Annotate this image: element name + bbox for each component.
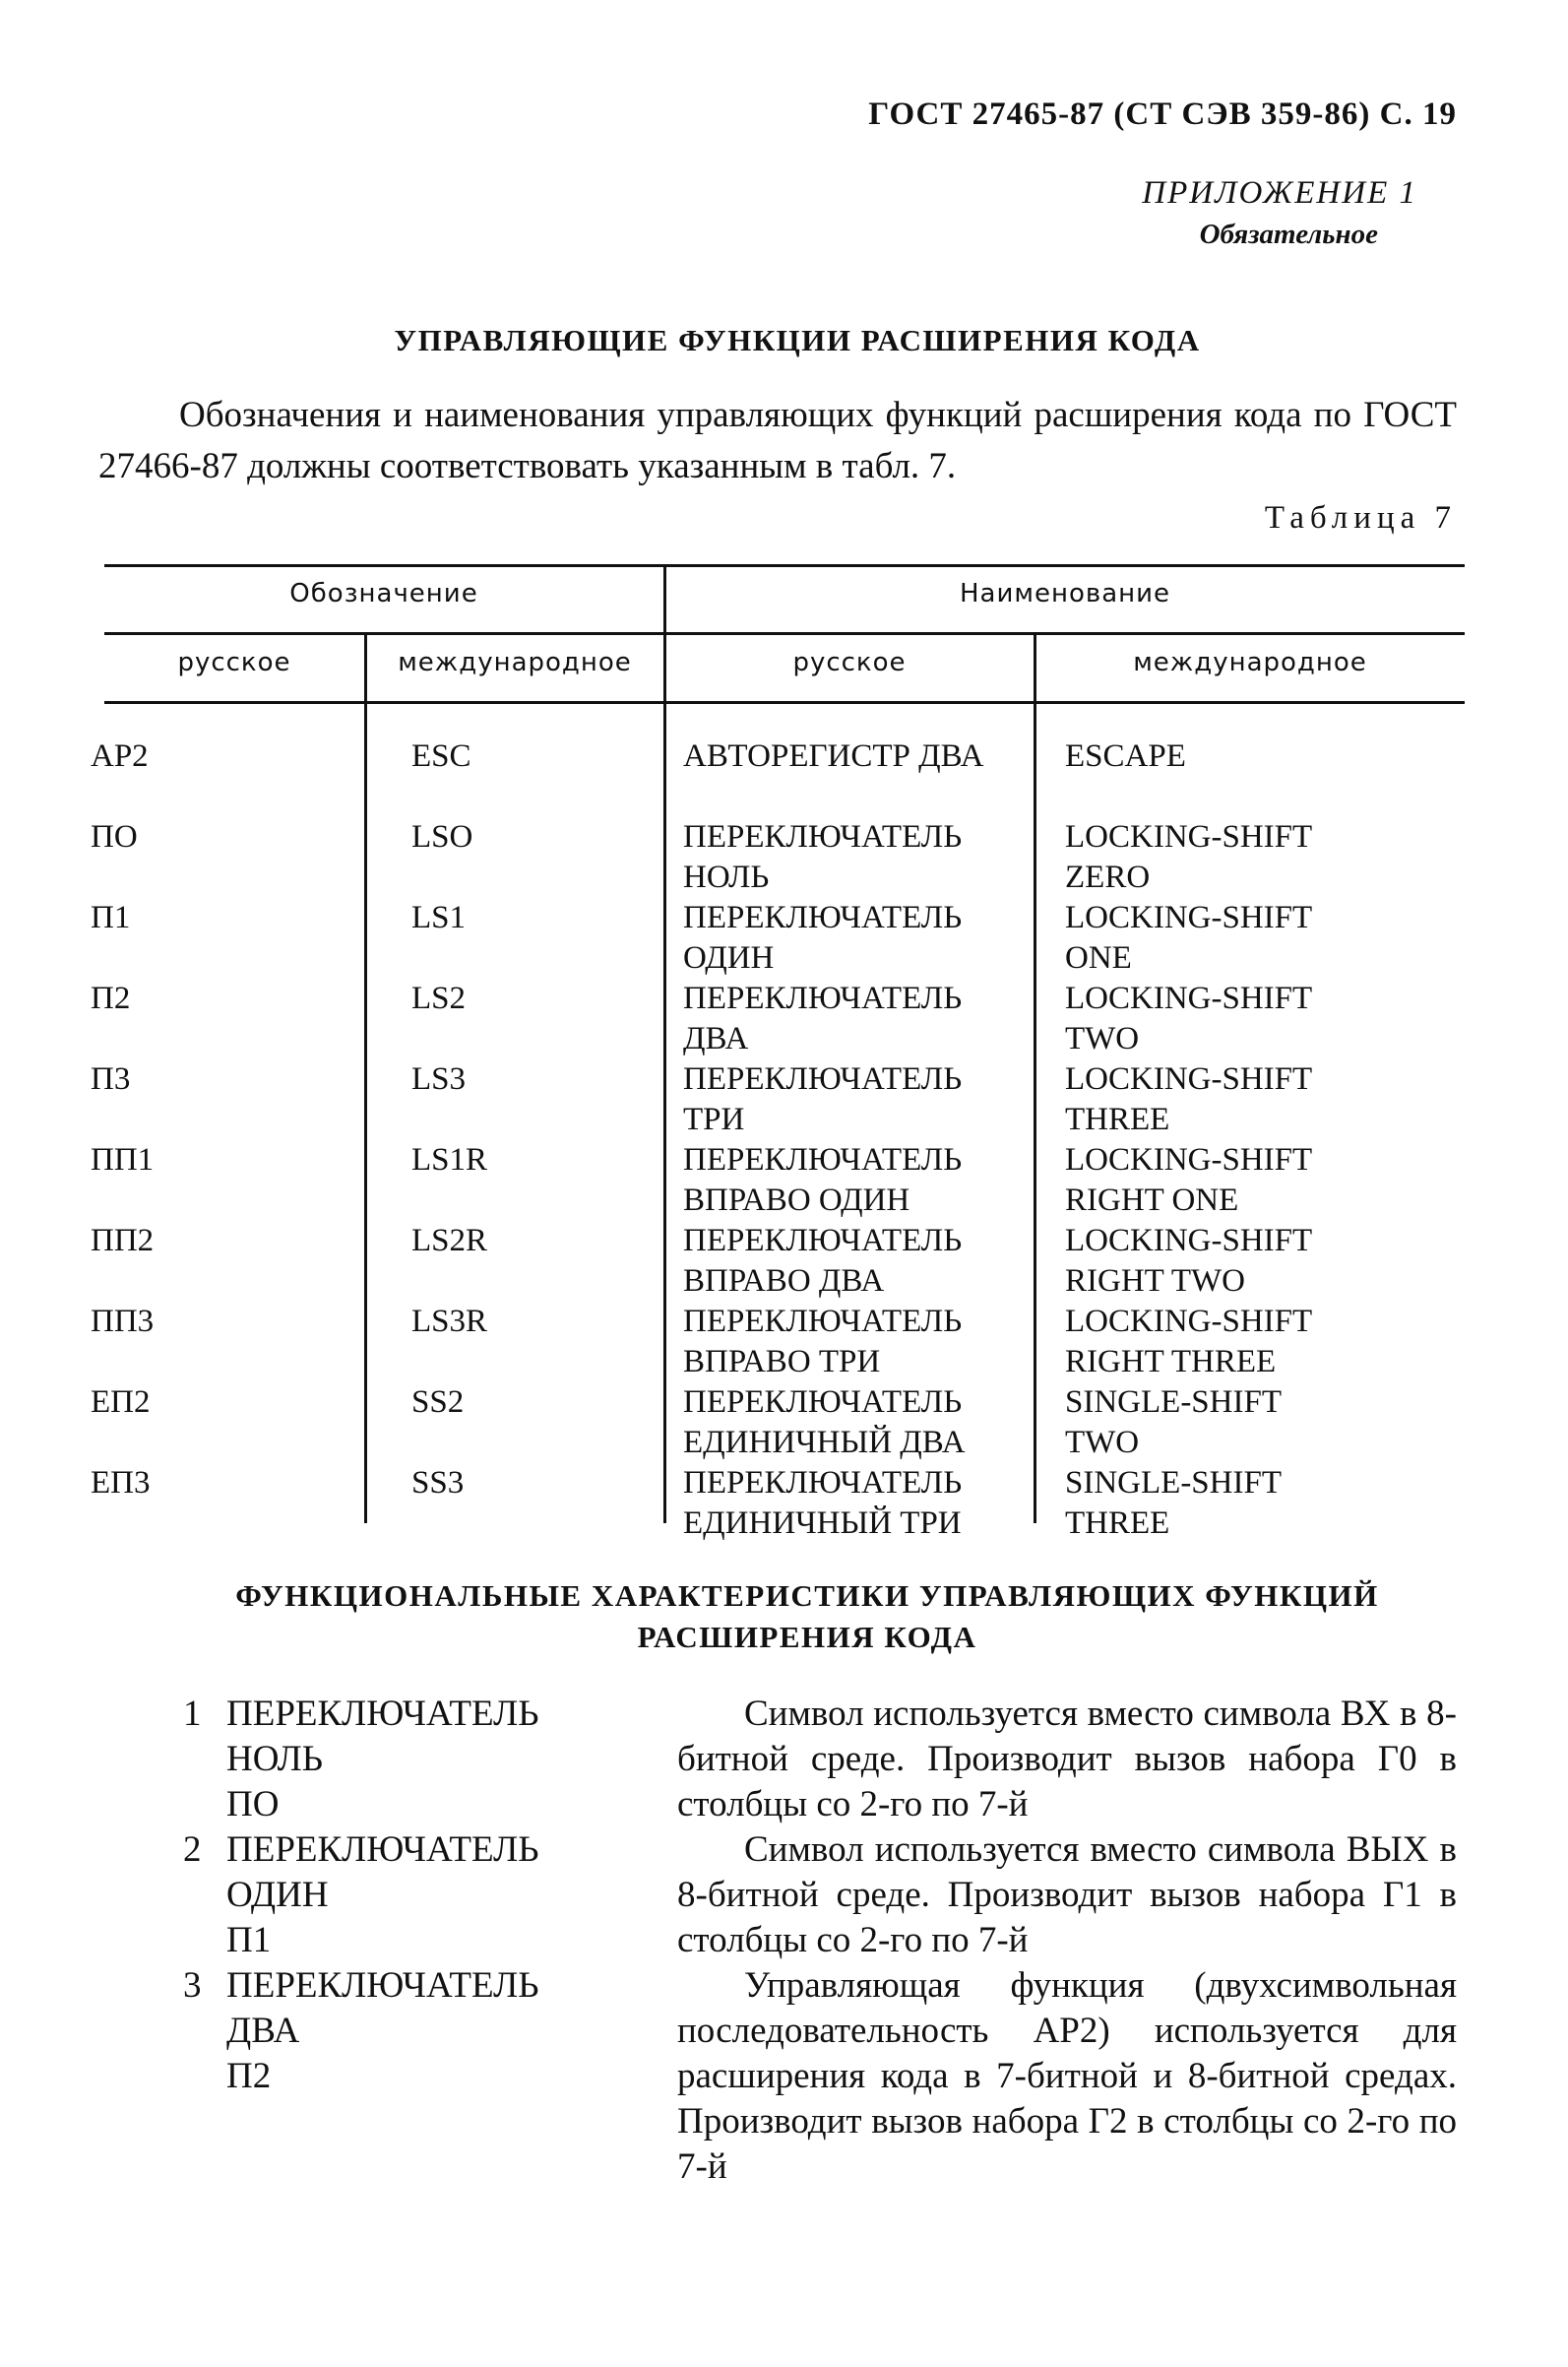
cell-int-name: LOCKING-SHIFT RIGHT TWO (1065, 1223, 1313, 1299)
appendix-label: ПРИЛОЖЕНИЕ 1 (1142, 175, 1417, 211)
subheader-int-name: международное (1133, 648, 1367, 677)
cell-int-name: SINGLE-SHIFT TWO (1065, 1384, 1282, 1460)
function-number: 1 (183, 1694, 202, 1734)
cell-ru-name: АВТОРЕГИСТР ДВА (683, 738, 984, 774)
cell-int-code: LS3R (411, 1304, 488, 1339)
cell-int-name: LOCKING-SHIFT ONE (1065, 900, 1313, 976)
section2-title-line2: РАСШИРЕНИЯ КОДА (637, 1620, 977, 1654)
function-name: ПЕРЕКЛЮЧАТЕЛЬ ОДИН П1 (226, 1829, 539, 1960)
section2-title (98, 1575, 1516, 1658)
function-name: ПЕРЕКЛЮЧАТЕЛЬ ДВА П2 (226, 1965, 539, 2096)
cell-int-name: LOCKING-SHIFT RIGHT THREE (1065, 1304, 1313, 1379)
table-row (0, 1059, 1568, 1140)
cell-ru-code: ПО (91, 819, 138, 855)
header-designation: Обозначение (289, 579, 478, 608)
table-caption: Таблица 7 (1264, 500, 1457, 536)
table-row (0, 1382, 1568, 1463)
table-row (0, 736, 1568, 817)
cell-ru-name: ПЕРЕКЛЮЧАТЕЛЬ НОЛЬ (683, 819, 963, 895)
appendix-status: Обязательное (1199, 219, 1378, 250)
cell-int-code: LS3 (411, 1061, 467, 1097)
cell-ru-name: ПЕРЕКЛЮЧАТЕЛЬ ВПРАВО ОДИН (683, 1142, 963, 1218)
cell-int-name: LOCKING-SHIFT TWO (1065, 981, 1313, 1056)
table-row (0, 1221, 1568, 1302)
table-header-rule (104, 632, 1465, 635)
cell-int-code: LS2R (411, 1223, 488, 1258)
cell-ru-name: ПЕРЕКЛЮЧАТЕЛЬ ЕДИНИЧНЫЙ ДВА (683, 1384, 966, 1460)
table-row (0, 1140, 1568, 1221)
cell-ru-code: ПП3 (91, 1304, 155, 1339)
function-description: Символ используется вместо символа ВЫХ в 8-битной среде. Производит вызов набора Г1 в столбцы со 2-го по 7-й (677, 1829, 1457, 1960)
subheader-int-code: международное (398, 648, 632, 677)
cell-int-code: LS1R (411, 1142, 488, 1178)
section2-title-line1: ФУНКЦИОНАЛЬНЫЕ ХАРАКТЕРИСТИКИ УПРАВЛЯЮЩИХ ФУНКЦИЙ (235, 1578, 1379, 1613)
table-row (0, 1463, 1568, 1544)
subheader-ru-name: русское (792, 648, 907, 677)
cell-int-name: SINGLE-SHIFT THREE (1065, 1465, 1282, 1541)
cell-ru-code: ЕП2 (91, 1384, 151, 1420)
cell-int-name: ESCAPE (1065, 738, 1186, 774)
cell-ru-code: ЕП3 (91, 1465, 151, 1501)
table-top-rule (104, 564, 1465, 567)
cell-int-code: LS1 (411, 900, 467, 935)
cell-ru-name: ПЕРЕКЛЮЧАТЕЛЬ ВПРАВО ТРИ (683, 1304, 963, 1379)
cell-ru-name: ПЕРЕКЛЮЧАТЕЛЬ ЕДИНИЧНЫЙ ТРИ (683, 1465, 963, 1541)
cell-ru-code: АР2 (91, 738, 149, 774)
intro-paragraph: Обозначения и наименования управляющих функций расширения кода по ГОСТ 27466-87 должны соответствовать указанным в табл. 7. (98, 395, 1457, 486)
header-name: Наименование (959, 579, 1171, 608)
table-row (0, 1302, 1568, 1382)
cell-ru-name: ПЕРЕКЛЮЧАТЕЛЬ ТРИ (683, 1061, 963, 1137)
cell-ru-code: П1 (91, 900, 131, 935)
cell-ru-code: П3 (91, 1061, 131, 1097)
function-description: Управляющая функция (двухсимвольная последовательность АР2) используется для расширения кода в 7-битной и 8-битной средах. Производит вызов набора Г2 в столбцы со 2-го по 7-й (677, 1965, 1457, 2187)
cell-int-name: LOCKING-SHIFT RIGHT ONE (1065, 1142, 1313, 1218)
cell-ru-code: ПП2 (91, 1223, 155, 1258)
table-subheader-rule (104, 701, 1465, 704)
section-title: УПРАВЛЯЮЩИЕ ФУНКЦИИ РАСШИРЕНИЯ КОДА (394, 323, 1201, 357)
table-row (0, 979, 1568, 1059)
cell-ru-code: П2 (91, 981, 131, 1016)
cell-int-name: LOCKING-SHIFT THREE (1065, 1061, 1313, 1137)
cell-int-code: LSO (411, 819, 473, 855)
function-number: 3 (183, 1965, 202, 2006)
function-name: ПЕРЕКЛЮЧАТЕЛЬ НОЛЬ ПО (226, 1694, 539, 1824)
cell-ru-name: ПЕРЕКЛЮЧАТЕЛЬ ДВА (683, 981, 963, 1056)
cell-int-code: SS3 (411, 1465, 465, 1501)
cell-int-code: SS2 (411, 1384, 465, 1420)
cell-int-code: ESC (411, 738, 471, 774)
subheader-ru-code: русское (177, 648, 291, 677)
function-description: Символ используется вместо символа ВХ в 8-битной среде. Производит вызов набора Г0 в столбцы со 2-го по 7-й (677, 1694, 1457, 1824)
function-number: 2 (183, 1829, 202, 1870)
cell-int-name: LOCKING-SHIFT ZERO (1065, 819, 1313, 895)
cell-ru-name: ПЕРЕКЛЮЧАТЕЛЬ ВПРАВО ДВА (683, 1223, 963, 1299)
cell-int-code: LS2 (411, 981, 467, 1016)
cell-ru-name: ПЕРЕКЛЮЧАТЕЛЬ ОДИН (683, 900, 963, 976)
table-row (0, 898, 1568, 979)
table-row (0, 817, 1568, 898)
page-reference: ГОСТ 27465-87 (СТ СЭВ 359-86) С. 19 (868, 96, 1457, 132)
cell-ru-code: ПП1 (91, 1142, 155, 1178)
